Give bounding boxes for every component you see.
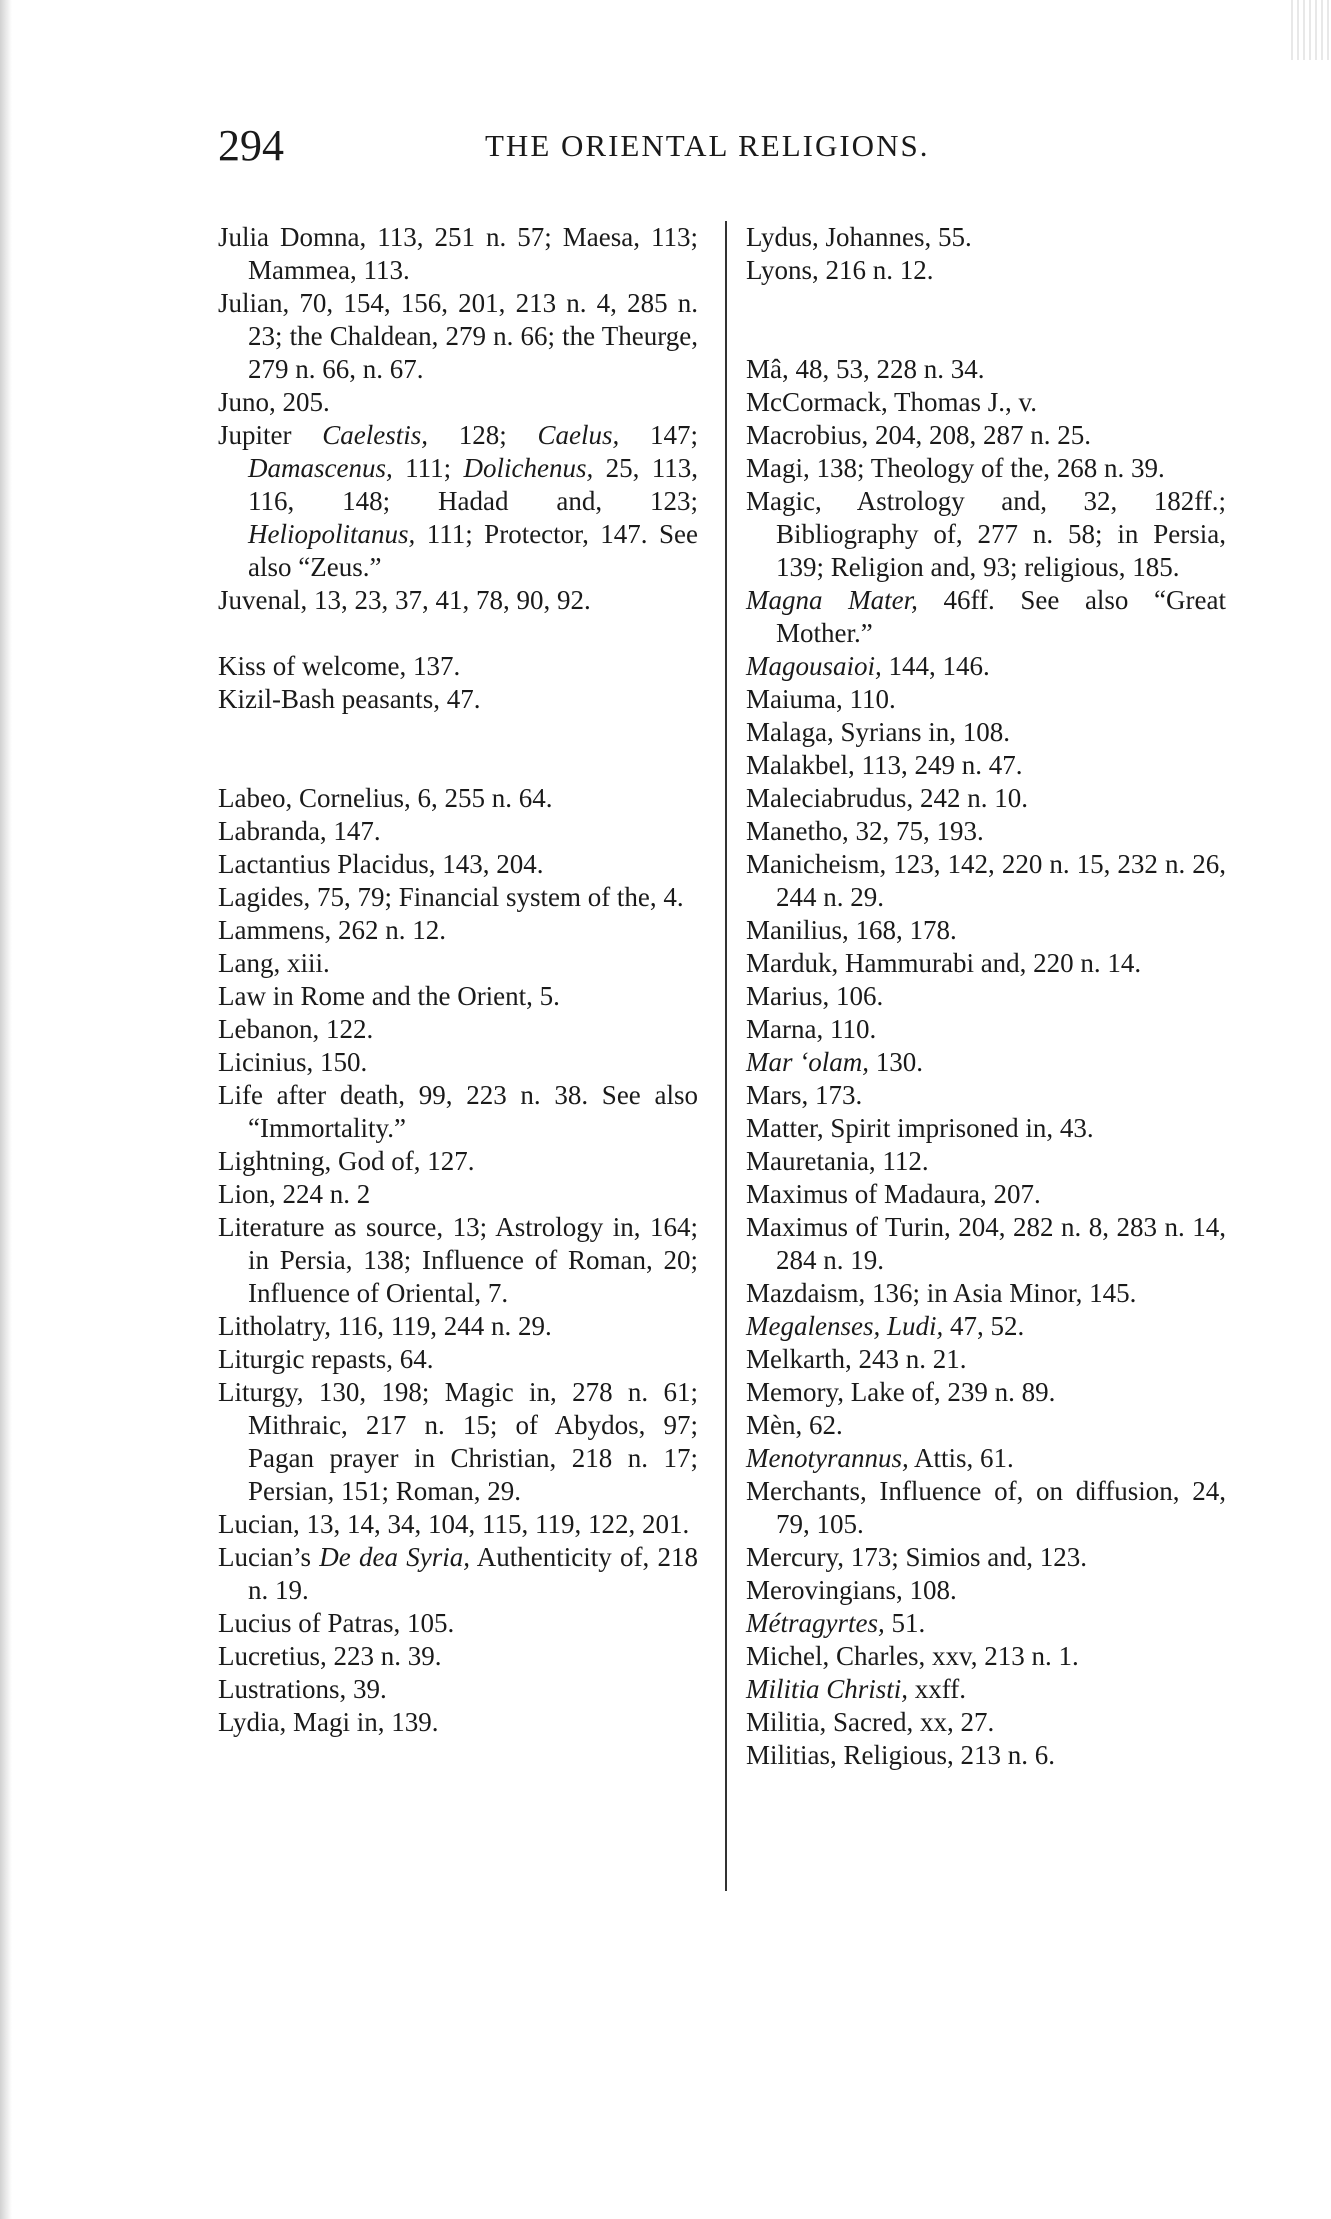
index-entry-text: Marduk, Hammurabi and, 220 n. 14.: [746, 948, 1142, 978]
index-entry-text: Lucian, 13, 14, 34, 104, 115, 119, 122, 201.: [218, 1509, 690, 1539]
index-entry: [218, 1211, 698, 1310]
index-entry-text: 51.: [884, 1608, 926, 1638]
index-entry: [746, 650, 1226, 683]
index-entry-text: Kizil-Bash peasants, 47.: [218, 684, 481, 714]
index-entry-text: 130.: [869, 1047, 923, 1077]
index-entry-text: 111;: [392, 453, 464, 483]
index-entry-text: Melkarth, 243 n. 21.: [746, 1344, 967, 1374]
index-entry: [218, 782, 698, 815]
index-entry-text: Macrobius, 204, 208, 287 n. 25.: [746, 420, 1091, 450]
index-entry-italic-text: De dea Syria,: [319, 1542, 470, 1572]
index-entry-text: 25, 113, 116, 148; Hadad and, 123;: [248, 453, 698, 516]
index-entry-text: Liturgy, 130, 198; Magic in, 278 n. 61; Mithraic, 217 n. 15; of Abydos, 97; Pagan prayer in Christian, 218 n. 17; Persian, 151; Roman, 29.: [218, 1377, 698, 1506]
index-entry-text: Merchants, Influence of, on diffusion, 24, 79, 105.: [746, 1476, 1226, 1539]
index-entry: [746, 1475, 1226, 1541]
index-entry-text: Kiss of welcome, 137.: [218, 651, 461, 681]
index-entry-italic-text: Damascenus,: [248, 453, 393, 483]
index-entry: [746, 1376, 1226, 1409]
index-entry: [746, 254, 1226, 287]
index-entry: [746, 1673, 1226, 1706]
index-entry-text: Labeo, Cornelius, 6, 255 n. 64.: [218, 783, 553, 813]
index-entry: [218, 1310, 698, 1343]
index-entry-text: Juno, 205.: [218, 387, 330, 417]
index-entry: [218, 1541, 698, 1607]
index-entry-text: xxff.: [908, 1674, 967, 1704]
page-edge-shadow: [0, 0, 12, 2219]
index-entry: [746, 1574, 1226, 1607]
index-entry-text: Juvenal, 13, 23, 37, 41, 78, 90, 92.: [218, 585, 591, 615]
index-entry-italic-text: Magna Mater,: [746, 585, 918, 615]
index-entry-text: McCormack, Thomas J., v.: [746, 387, 1037, 417]
index-entry: [746, 1541, 1226, 1574]
index-entry: [746, 1607, 1226, 1640]
index-entry: [218, 1673, 698, 1706]
index-entry-text: Lydia, Magi in, 139.: [218, 1707, 439, 1737]
index-column-right: [746, 221, 1226, 1772]
index-entry-text: Michel, Charles, xxv, 213 n. 1.: [746, 1641, 1079, 1671]
index-entry: [746, 419, 1226, 452]
index-entry: [746, 980, 1226, 1013]
index-entry: [218, 683, 698, 716]
index-entry-text: Mâ, 48, 53, 228 n. 34.: [746, 354, 985, 384]
index-entry: [746, 1409, 1226, 1442]
index-entry: [746, 221, 1226, 254]
index-entry: [746, 1145, 1226, 1178]
index-entry-text: Law in Rome and the Orient, 5.: [218, 981, 560, 1011]
index-entry: [746, 1706, 1226, 1739]
index-entry-text: 128;: [427, 420, 538, 450]
index-entry: [746, 782, 1226, 815]
index-entry: [218, 947, 698, 980]
index-entry: [218, 1046, 698, 1079]
index-entry-text: Lyons, 216 n. 12.: [746, 255, 934, 285]
index-entry-text: Maiuma, 110.: [746, 684, 896, 714]
index-entry-text: Litholatry, 116, 119, 244 n. 29.: [218, 1311, 552, 1341]
index-entry-text: Lactantius Placidus, 143, 204.: [218, 849, 544, 879]
index-entry: [218, 914, 698, 947]
index-entry: [218, 650, 698, 683]
index-entry: [746, 1112, 1226, 1145]
index-entry-text: Maximus of Madaura, 207.: [746, 1179, 1041, 1209]
index-entry-italic-text: Mar ‘olam,: [746, 1047, 869, 1077]
column-divider: [725, 221, 727, 1891]
index-entry-text: Lagides, 75, 79; Financial system of the, 4.: [218, 882, 684, 912]
running-head: THE ORIENTAL RELIGIONS.: [485, 128, 930, 163]
index-entry-text: Lucretius, 223 n. 39.: [218, 1641, 442, 1671]
index-entry-italic-text: Caelus,: [537, 420, 620, 450]
index-entry-text: Julian, 70, 154, 156, 201, 213 n. 4, 285 n. 23; the Chaldean, 279 n. 66; the Theurge, 279 n. 66, n. 67.: [218, 288, 698, 384]
index-entry-text: Memory, Lake of, 239 n. 89.: [746, 1377, 1056, 1407]
index-entry-text: Lightning, God of, 127.: [218, 1146, 475, 1176]
index-entry-italic-text: Menotyrannus,: [746, 1443, 909, 1473]
index-entry: [746, 584, 1226, 650]
index-entry: [746, 1277, 1226, 1310]
index-entry-italic-text: Métragyrtes,: [746, 1608, 885, 1638]
index-entry-text: Maximus of Turin, 204, 282 n. 8, 283 n. 14, 284 n. 19.: [746, 1212, 1226, 1275]
index-entry: [746, 1640, 1226, 1673]
index-entry: [746, 848, 1226, 914]
index-entry-text: Licinius, 150.: [218, 1047, 368, 1077]
index-entry: [218, 1079, 698, 1145]
index-entry-text: Lucius of Patras, 105.: [218, 1608, 455, 1638]
index-entry: [746, 1013, 1226, 1046]
index-entry: [746, 353, 1226, 386]
index-entry: [218, 221, 698, 287]
index-entry-text: Mauretania, 112.: [746, 1146, 929, 1176]
index-entry-text: 144, 146.: [881, 651, 990, 681]
index-entry-text: Marna, 110.: [746, 1014, 877, 1044]
index-entry: [746, 749, 1226, 782]
index-entry-text: 47, 52.: [943, 1311, 1025, 1341]
index-entry: [218, 848, 698, 881]
page-corner-texture: [1291, 0, 1331, 60]
index-entry-text: 46ff. See also “Great Mother.”: [776, 585, 1226, 648]
index-entry-italic-text: Heliopolitanus,: [248, 519, 416, 549]
index-entry-text: Lydus, Johannes, 55.: [746, 222, 972, 252]
index-entry: [746, 1178, 1226, 1211]
index-entry-text: Lucian’s: [218, 1542, 320, 1572]
index-entry-text: Magic, Astrology and, 32, 182ff.; Bibliography of, 277 n. 58; in Persia, 139; Religion and, 93; religious, 185.: [746, 486, 1226, 582]
index-entry-text: Lebanon, 122.: [218, 1014, 374, 1044]
index-entry: [218, 815, 698, 848]
index-entry-text: Manetho, 32, 75, 193.: [746, 816, 984, 846]
index-entry-italic-text: Militia Christi,: [746, 1674, 909, 1704]
index-entry: [218, 1376, 698, 1508]
index-entry: [746, 1739, 1226, 1772]
index-entry-text: Maleciabrudus, 242 n. 10.: [746, 783, 1028, 813]
index-entry-text: Literature as source, 13; Astrology in, 164; in Persia, 138; Influence of Roman, 20; Influence of Oriental, 7.: [218, 1212, 698, 1308]
index-entry-italic-text: Megalenses, Ludi,: [746, 1311, 944, 1341]
index-entry: [746, 716, 1226, 749]
index-entry-text: Mercury, 173; Simios and, 123.: [746, 1542, 1087, 1572]
index-entry-text: Manilius, 168, 178.: [746, 915, 957, 945]
index-entry: [218, 1640, 698, 1673]
index-entry: [746, 1046, 1226, 1079]
index-entry-text: Matter, Spirit imprisoned in, 43.: [746, 1113, 1094, 1143]
index-entry-text: Marius, 106.: [746, 981, 884, 1011]
index-entry-text: Militia, Sacred, xx, 27.: [746, 1707, 995, 1737]
index-entry: [746, 452, 1226, 485]
index-entry: [218, 1343, 698, 1376]
index-entry: [218, 1013, 698, 1046]
index-entry-text: Lammens, 262 n. 12.: [218, 915, 446, 945]
index-entry: [746, 1442, 1226, 1475]
index-entry: [746, 815, 1226, 848]
index-entry: [218, 980, 698, 1013]
index-entry: [746, 386, 1226, 419]
index-entry-text: 147;: [619, 420, 698, 450]
index-entry-text: Lion, 224 n. 2: [218, 1179, 371, 1209]
index-entry-italic-text: Dolichenus,: [463, 453, 594, 483]
index-entry: [746, 1343, 1226, 1376]
index-entry: [218, 1706, 698, 1739]
index-entry: [218, 881, 698, 914]
index-entry: [746, 1079, 1226, 1112]
index-entry-text: Malaga, Syrians in, 108.: [746, 717, 1010, 747]
index-entry-text: Jupiter: [218, 420, 323, 450]
index-entry-text: Lang, xiii.: [218, 948, 330, 978]
index-entry-text: Liturgic repasts, 64.: [218, 1344, 434, 1374]
index-entry: [746, 914, 1226, 947]
index-entry-text: Life after death, 99, 223 n. 38. See also “Immortality.”: [218, 1080, 698, 1143]
index-entry: [746, 947, 1226, 980]
index-entry: [218, 1145, 698, 1178]
index-entry-text: Mèn, 62.: [746, 1410, 843, 1440]
index-entry-text: Authenticity of, 218 n. 19.: [248, 1542, 698, 1605]
index-entry-italic-text: Magousaioi,: [746, 651, 882, 681]
index-entry: [746, 1310, 1226, 1343]
index-entry: [218, 419, 698, 584]
index-entry: [218, 1508, 698, 1541]
index-column-left: [218, 221, 698, 1739]
index-entry-text: Merovingians, 108.: [746, 1575, 957, 1605]
index-entry-text: Mars, 173.: [746, 1080, 863, 1110]
index-entry-text: Manicheism, 123, 142, 220 n. 15, 232 n. 26, 244 n. 29.: [746, 849, 1226, 912]
index-entry: [218, 1178, 698, 1211]
index-entry-text: Malakbel, 113, 249 n. 47.: [746, 750, 1023, 780]
index-entry-text: Julia Domna, 113, 251 n. 57; Maesa, 113; Mammea, 113.: [218, 222, 698, 285]
index-entry: [218, 386, 698, 419]
index-entry-text: Labranda, 147.: [218, 816, 381, 846]
index-entry: [746, 485, 1226, 584]
index-entry-text: Lustrations, 39.: [218, 1674, 387, 1704]
index-entry: [746, 683, 1226, 716]
index-entry: [218, 287, 698, 386]
index-entry: [218, 1607, 698, 1640]
index-entry: [746, 1211, 1226, 1277]
index-entry-italic-text: Caelestis,: [322, 420, 428, 450]
index-entry-text: Attis, 61.: [908, 1443, 1014, 1473]
index-entry: [218, 584, 698, 617]
index-entry-text: Magi, 138; Theology of the, 268 n. 39.: [746, 453, 1165, 483]
index-entry-text: Mazdaism, 136; in Asia Minor, 145.: [746, 1278, 1137, 1308]
page-number: 294: [218, 121, 284, 170]
index-entry-text: Militias, Religious, 213 n. 6.: [746, 1740, 1056, 1770]
index-entry-text: 111; Protector, 147. See also “Zeus.”: [248, 519, 698, 582]
